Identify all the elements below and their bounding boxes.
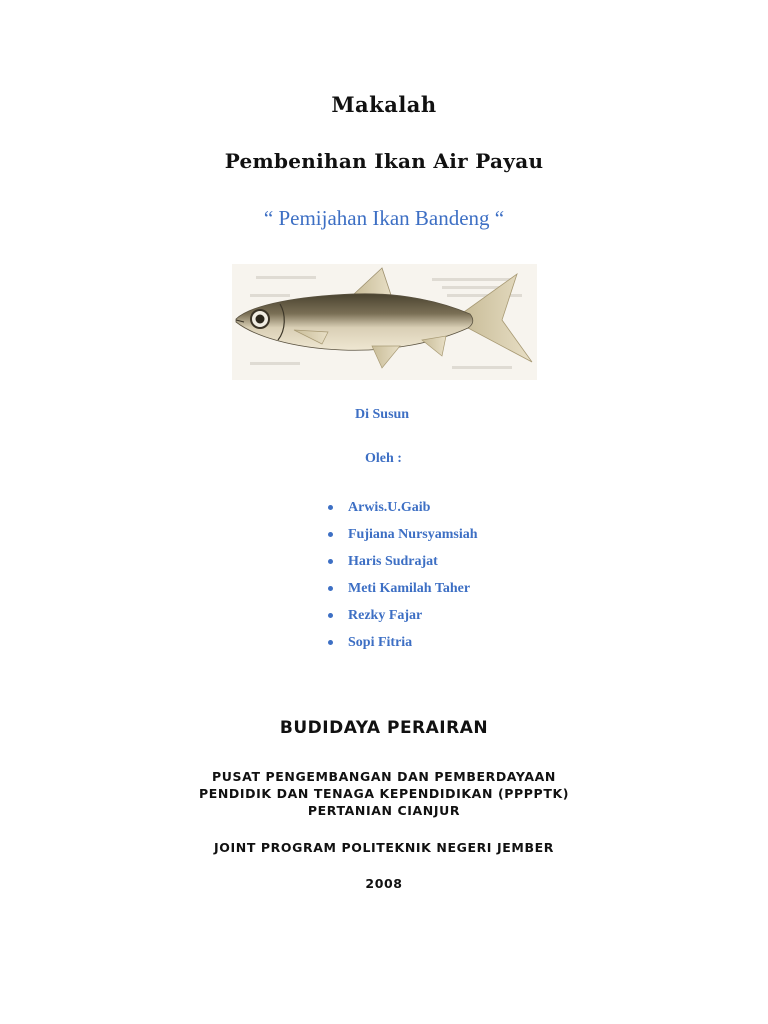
milkfish-illustration [232, 264, 537, 380]
list-item [328, 602, 478, 629]
list-item [328, 548, 478, 575]
list-item [328, 494, 478, 521]
program-heading: BUDIDAYA PERAIRAN [279, 718, 489, 738]
list-item [328, 575, 478, 602]
document-topic: “ Pemijahan Ikan Bandeng “ [263, 206, 505, 230]
author-list [328, 494, 478, 656]
document-year: 2008 [365, 876, 403, 891]
joint-program-line: JOINT PROGRAM POLITEKNIK NEGERI JEMBER [214, 840, 554, 855]
compiled-by-label: Di Susun [355, 407, 410, 422]
institution-line: PENDIDIK DAN TENAGA KEPENDIDIKAN (PPPPTK) [198, 786, 570, 801]
list-item [328, 521, 478, 548]
author-name: Meti Kamilah Taher [348, 580, 471, 596]
author-name: Sopi Fitria [348, 634, 413, 650]
institution-line: PERTANIAN CIANJUR [307, 803, 461, 818]
author-name: Rezky Fajar [348, 607, 423, 623]
document-subtitle: Pembenihan Ikan Air Payau [224, 149, 544, 173]
author-name: Fujiana Nursyamsiah [348, 526, 478, 542]
bullet-icon [328, 532, 333, 537]
bullet-icon [328, 559, 333, 564]
bullet-icon [328, 586, 333, 591]
bullet-icon [328, 505, 333, 510]
document-title: Makalah [331, 92, 437, 117]
bullet-icon [328, 640, 333, 645]
institution-line: PUSAT PENGEMBANGAN DAN PEMBERDAYAAN [212, 769, 556, 784]
bullet-icon [328, 613, 333, 618]
by-label: Oleh : [365, 451, 402, 466]
list-item [328, 629, 478, 656]
author-name: Arwis.U.Gaib [348, 499, 431, 515]
author-name: Haris Sudrajat [348, 553, 438, 569]
